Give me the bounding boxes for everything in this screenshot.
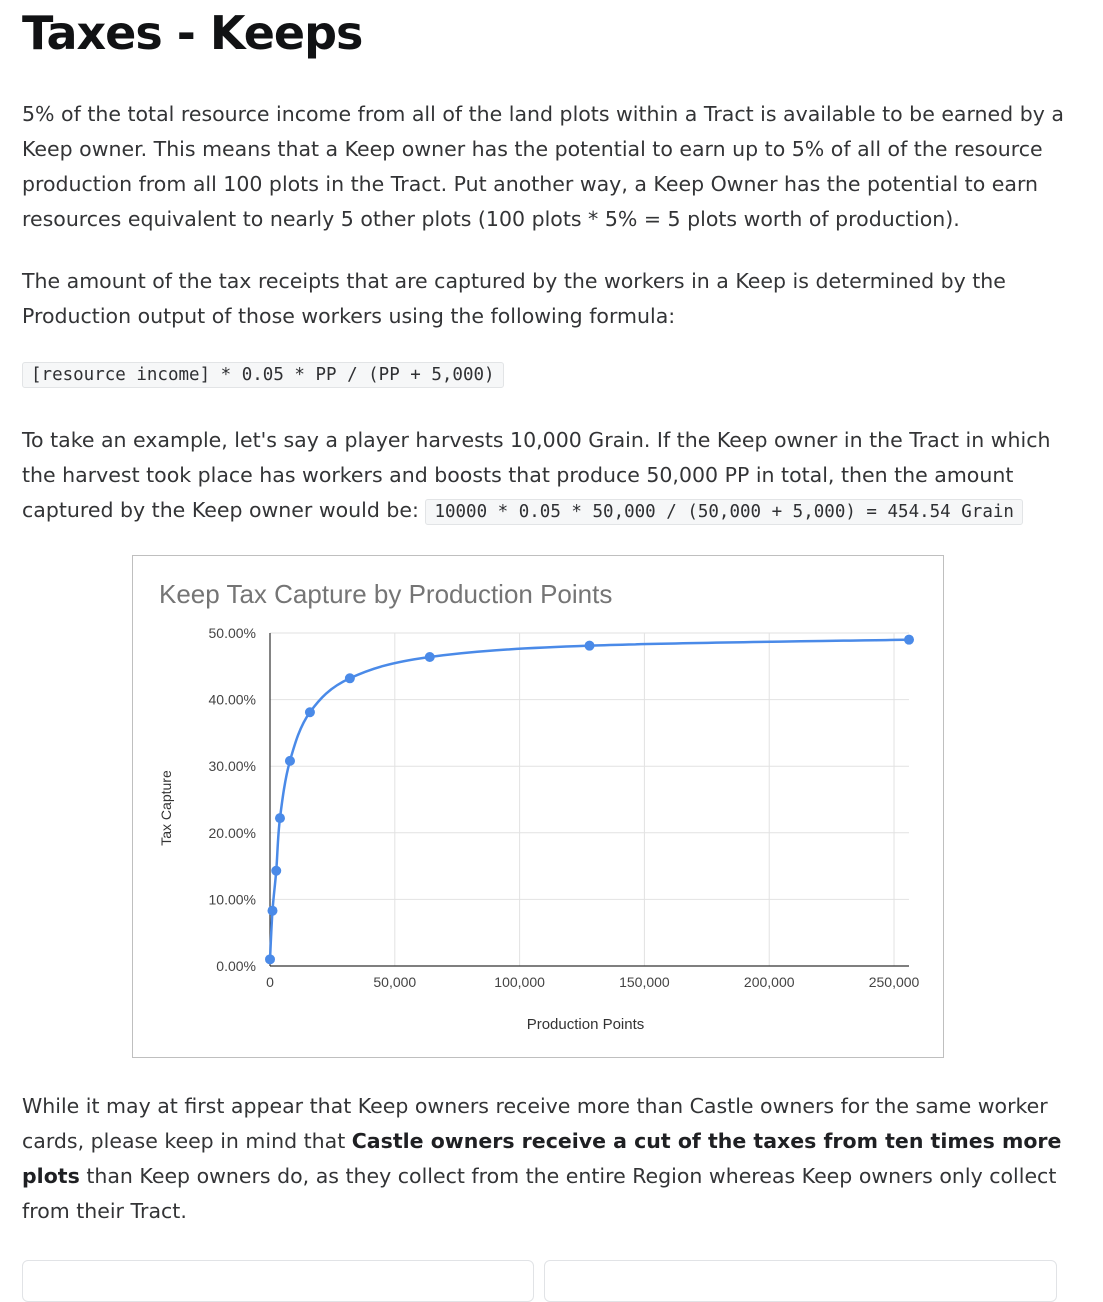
example-paragraph [22, 423, 1072, 530]
x-tick-label: 0 [266, 974, 274, 990]
y-axis-title: Tax Capture [158, 770, 174, 846]
formula-code: [resource income] * 0.05 * PP / (PP + 5,000) [22, 362, 504, 388]
x-tick-label: 150,000 [619, 974, 670, 990]
data-point [904, 635, 914, 645]
data-point [305, 707, 315, 717]
formula-intro-paragraph: The amount of the tax receipts that are captured by the workers in a Keep is determined by the Production output of those workers using the following formula: [22, 269, 1006, 328]
comparison-emphasis: Castle owners receive a cut of the taxes from ten times more plots [22, 1129, 1062, 1188]
chart-title: Keep Tax Capture by Production Points [159, 579, 613, 609]
example-code: 10000 * 0.05 * 50,000 / (50,000 + 5,000) = 454.54 Grain [425, 499, 1022, 525]
data-point [265, 954, 275, 964]
castle-comparison-paragraph [22, 1089, 1072, 1229]
x-axis-title: Production Points [526, 1016, 645, 1033]
x-tick-label: 50,000 [373, 974, 417, 990]
data-point [275, 813, 285, 823]
tax-capture-chart [132, 555, 944, 1058]
chart-canvas [133, 556, 943, 1057]
comparison-text-after: than Keep owners do, as they collect from the entire Region whereas Keep owners only collect from their Tract. [22, 1164, 1057, 1223]
y-tick-label: 50.00% [208, 625, 256, 641]
related-card-right[interactable] [544, 1260, 1057, 1302]
x-tick-label: 200,000 [743, 974, 795, 990]
example-text: To take an example, let's say a player harvests 10,000 Grain. If the Keep owner in the Tract in which the harvest took place has workers and boosts that produce 50,000 PP in total, then the amount captured by the Keep owner would be: [22, 428, 1051, 522]
x-tick-label: 250,000 [868, 974, 920, 990]
y-tick-label: 0.00% [216, 958, 256, 974]
comparison-text-before: While it may at first appear that Keep owners receive more than Castle owners for the same worker cards, please keep in mind that [22, 1094, 1048, 1153]
intro-paragraph: 5% of the total resource income from all of the land plots within a Tract is available to be earned by a Keep owner. This means that a Keep owner has the potential to earn up to 5% of all of the resource production from all 100 plots in the Tract. Put another way, a Keep Owner has the potential to earn resources equivalent to nearly 5 other plots (100 plots * 5% = 5 plots worth of production). [22, 102, 1064, 231]
data-point [285, 756, 295, 766]
y-tick-label: 20.00% [208, 824, 256, 841]
data-point [425, 652, 435, 662]
related-card-left[interactable] [22, 1260, 534, 1302]
data-point [267, 906, 277, 916]
y-tick-label: 30.00% [208, 758, 256, 775]
y-tick-label: 40.00% [208, 691, 256, 708]
y-tick-label: 10.00% [208, 891, 256, 908]
data-point [271, 866, 281, 876]
series-line [270, 640, 909, 960]
x-tick-label: 100,000 [494, 974, 545, 990]
data-point [585, 641, 595, 651]
formula-block [22, 365, 504, 385]
data-point [345, 673, 355, 683]
page-title: Taxes - Keeps [22, 6, 363, 60]
